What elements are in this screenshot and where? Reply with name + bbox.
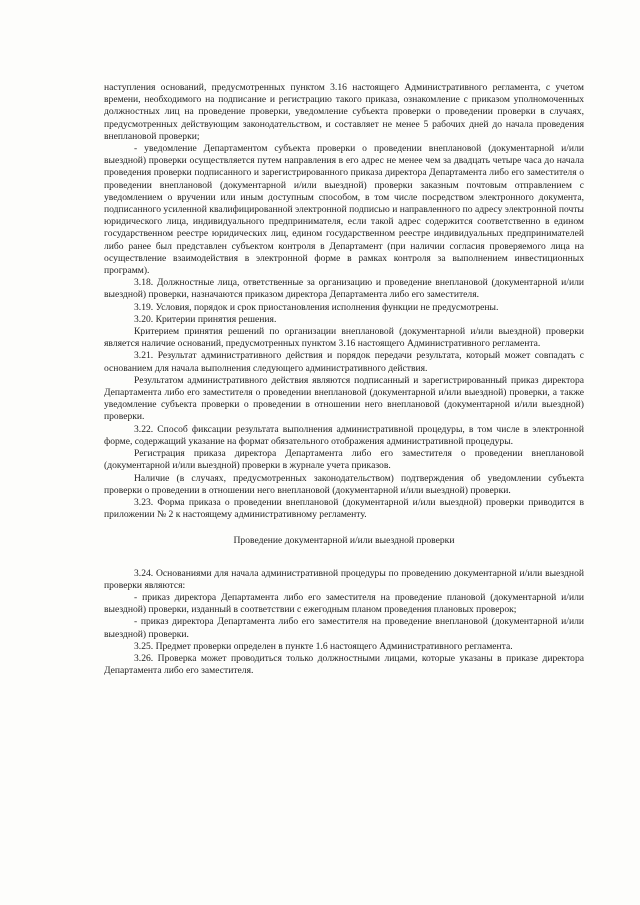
body-text-top [104, 82, 584, 521]
list-item-unplanned: - приказ директора Департамента либо его заместителя на проведение внеплановой (документарной и/или выездной) проверки. [104, 616, 584, 640]
paragraph-registration: Регистрация приказа директора Департамента либо его заместителя о проведении внеплановой (документарной и/или выездной) проверки в журнале учета приказов. [104, 448, 584, 472]
paragraph-3-25: 3.25. Предмет проверки определен в пункте 1.6 настоящего Административного регламента. [134, 640, 513, 652]
paragraph-3-20: 3.20. Критерии принятия решения. [134, 313, 277, 325]
paragraph-3-22: 3.22. Способ фиксации результата выполнения административной процедуры, в том числе в электронной форме, содержащий указание на формат обязательного отображения административной процедуры. [104, 423, 584, 447]
section-heading: Проведение документарной и/или выездной проверки [233, 535, 455, 547]
paragraph-3-26: 3.26. Проверка может проводиться только должностными лицами, которые указаны в приказе директора Департамента либо его заместителя. [104, 652, 584, 677]
paragraph-continuation: наступления оснований, предусмотренных пунктом 3.16 настоящего Административного регламента, с учетом времени, необходимого на подписание и регистрацию такого приказа, ознакомление с приказом уполномоченных должностных лиц на проведение проверки, уведомление субъекта проверки о проведении проверки в случаях, предусмотренных действующим законодательством, и составляет не менее 5 рабочих дней до начала проведения внеплановой проверки; [104, 82, 584, 142]
paragraph-3-21: 3.21. Результат административного действия и порядок передачи результата, который может совпадать с основанием для начала выполнения следующего административного действия. [104, 350, 584, 374]
paragraph-criteria: Критерием принятия решений по организации внеплановой (документарной и/или выездной) проверки является наличие оснований, предусмотренных пунктом 3.16 настоящего Административного регламента. [104, 326, 584, 350]
paragraph-notification: - уведомление Департаментом субъекта проверки о проведении внеплановой (документарной и/или выездной) проверки осуществляется путем направления в его адрес не менее чем за двадцать четыре часа до начала проведения проверки подписанного и зарегистрированного приказа директора Департамента либо его заместителя о проведении внеплановой (документарной и/или выездной) проверки заказным почтовым отправлением с уведомлением о вручении или иным доступным способом, в том числе посредством электронного документа, подписанного усиленной квалифицированной электронной подписью и направленного по адресу электронной почты юридического лица, индивидуального предпринимателя, если такой адрес содержится соответственно в едином государственном реестре юридических лиц, едином государственном реестре индивидуальных предпринимателей либо ранее был представлен субъектом контроля в Департамент (при наличии согласия проверяемого лица на осуществление взаимодействия в электронной форме в рамках контроля за выполнением инвестиционных программ). [104, 143, 584, 277]
paragraph-confirmation: Наличие (в случаях, предусмотренных законодательством) подтверждения об уведомлении субъекта проверки о проведении в отношении него внеплановой (документарной и/или выездной) проверки. [104, 472, 584, 496]
list-item-planned: - приказ директора Департамента либо его заместителя на проведение плановой (документарной и/или выездной) проверки, изданный в соответствии с ежегодным планом проведения плановых проверок; [104, 591, 584, 616]
paragraph-3-23: 3.23. Форма приказа о проведении внеплановой (документарной и/или выездной) проверки приводится в приложении № 2 к настоящему административному регламенту. [104, 496, 584, 521]
paragraph-3-19: 3.19. Условия, порядок и срок приостановления исполнения функции не предусмотрены. [134, 301, 499, 313]
paragraph-result: Результатом административного действия являются подписанный и зарегистрированный приказ директора Департамента либо его заместителя о проведении внеплановой (документарной и/или выездной) проверки, а также уведомление субъекта проверки о проведении в отношении него внеплановой (документарной и/или выездной) проверки. [104, 374, 584, 423]
paragraph-3-24: 3.24. Основаниями для начала административной процедуры по проведению документарной и/или выездной проверки являются: [104, 567, 584, 591]
body-text-bottom [104, 568, 584, 678]
paragraph-3-18: 3.18. Должностные лица, ответственные за организацию и проведение внеплановой (документарной и/или выездной) проверки, назначаются приказом директора Департамента либо его заместителя. [104, 277, 584, 301]
